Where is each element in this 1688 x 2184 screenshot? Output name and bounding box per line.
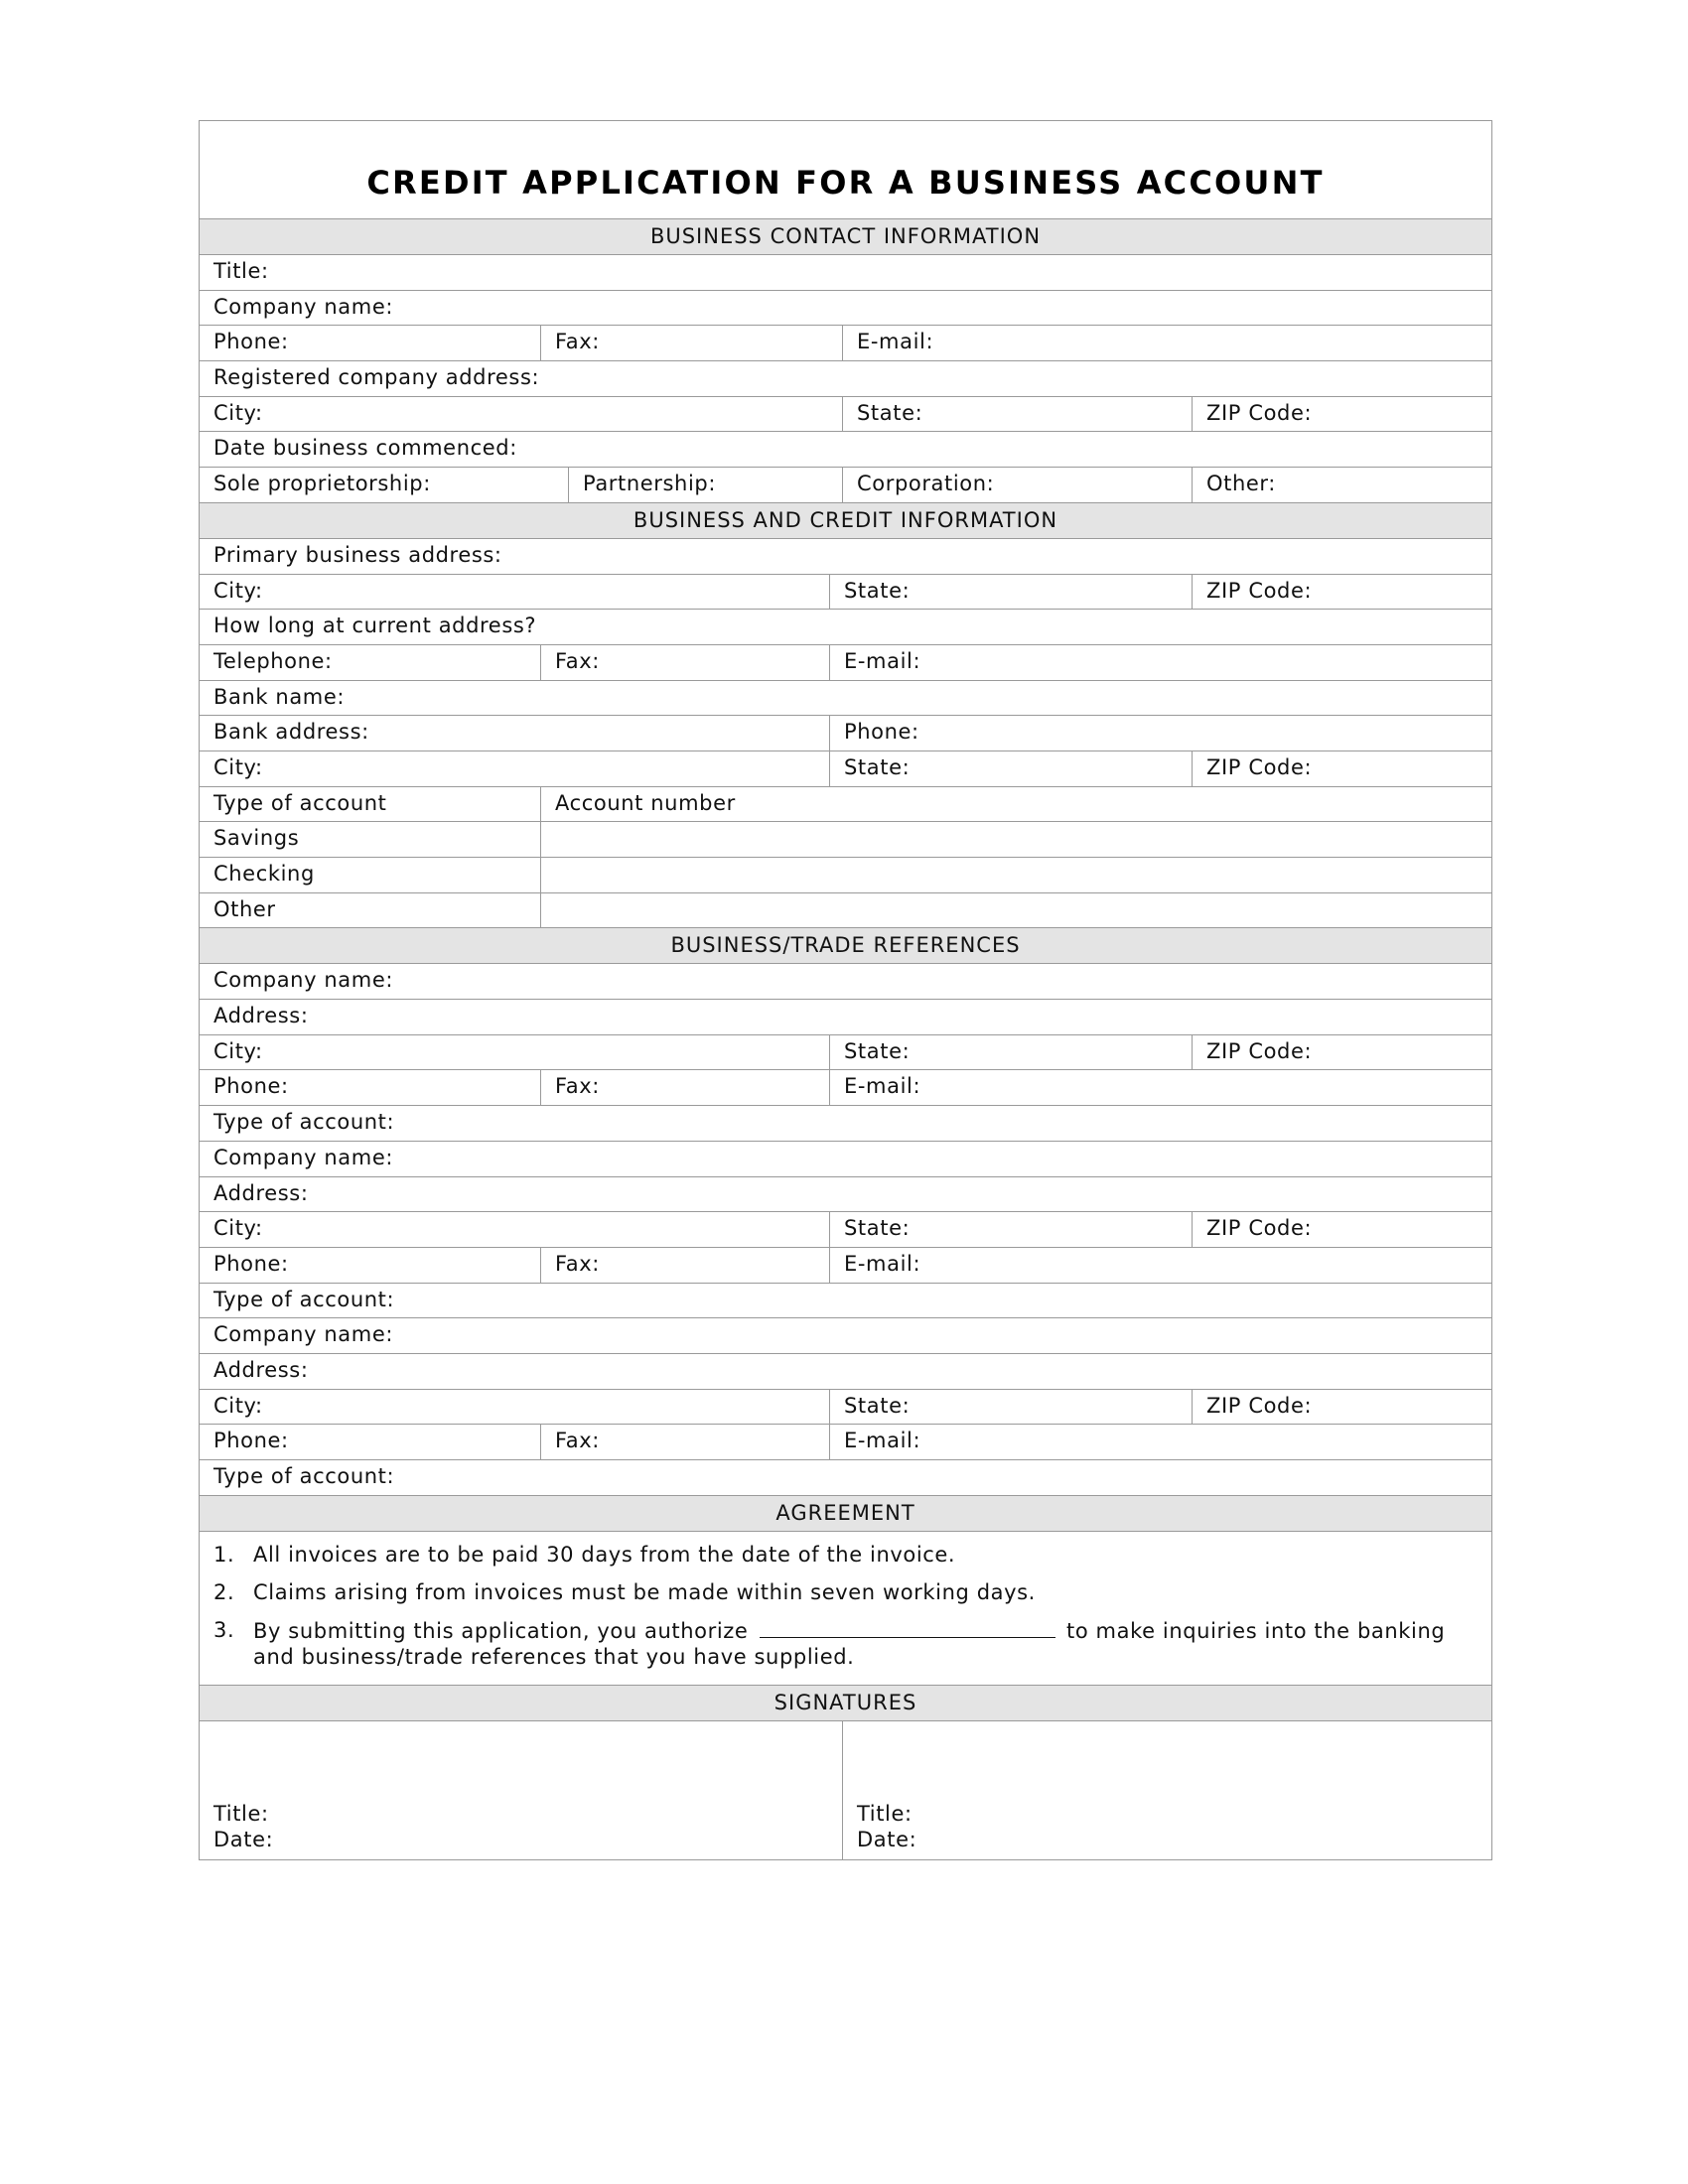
ref3-state-field[interactable]: State: <box>829 1390 1192 1425</box>
ref1-state-field[interactable]: State: <box>829 1035 1192 1070</box>
title-block <box>200 121 1491 218</box>
title-field[interactable]: Title: <box>213 259 269 283</box>
bank-phone-field[interactable]: Phone: <box>829 716 1491 751</box>
bank-state-field[interactable]: State: <box>829 751 1192 786</box>
signature-date-label: Date: <box>857 1827 917 1851</box>
ref3-phone-field[interactable]: Phone: <box>213 1429 289 1453</box>
other-entity-field[interactable]: Other: <box>1192 468 1491 502</box>
section-header-agreement: AGREEMENT <box>200 1495 1491 1531</box>
phone-field[interactable]: Phone: <box>213 330 289 354</box>
form-row <box>200 857 1491 892</box>
form-row <box>200 786 1491 822</box>
city-field[interactable]: City: <box>213 578 263 603</box>
form-row <box>200 1034 1491 1070</box>
ref2-state-field[interactable]: State: <box>829 1212 1192 1247</box>
form-row <box>200 1389 1491 1425</box>
bank-zip-field[interactable]: ZIP Code: <box>1192 751 1491 786</box>
ref3-email-field[interactable]: E-mail: <box>829 1425 1491 1459</box>
account-number-label: Account number <box>540 787 1491 822</box>
list-item <box>213 1617 1452 1670</box>
list-item <box>213 1542 1452 1568</box>
form-row <box>200 1317 1491 1353</box>
agreement-terms <box>200 1531 1491 1685</box>
sole-proprietorship-field[interactable]: Sole proprietorship: <box>213 472 431 496</box>
form-row <box>200 1283 1491 1318</box>
ref2-email-field[interactable]: E-mail: <box>829 1248 1491 1283</box>
form-row <box>200 715 1491 751</box>
form-row <box>200 1247 1491 1283</box>
item-text: All invoices are to be paid 30 days from the date of the invoice. <box>253 1542 956 1567</box>
form-row <box>200 431 1491 467</box>
form-row <box>200 963 1491 999</box>
other-account-label: Other <box>213 896 276 921</box>
form-row <box>200 290 1491 326</box>
ref3-fax-field[interactable]: Fax: <box>540 1425 829 1459</box>
bank-address-field[interactable]: Bank address: <box>213 720 369 745</box>
form-row <box>200 1353 1491 1389</box>
ref3-city-field[interactable]: City: <box>213 1393 263 1418</box>
ref2-zip-field[interactable]: ZIP Code: <box>1192 1212 1491 1247</box>
list-item <box>213 1579 1452 1605</box>
form-row <box>200 1211 1491 1247</box>
signature-row <box>200 1720 1491 1859</box>
item-text: Claims arising from invoices must be made within seven working days. <box>253 1579 1036 1604</box>
ref2-fax-field[interactable]: Fax: <box>540 1248 829 1283</box>
form-row <box>200 467 1491 502</box>
telephone-field[interactable]: Telephone: <box>213 648 333 673</box>
form-row <box>200 609 1491 644</box>
authorize-blank-field[interactable] <box>760 1617 1055 1638</box>
ref3-address-field[interactable]: Address: <box>213 1357 309 1382</box>
registered-address-field[interactable]: Registered company address: <box>213 365 540 390</box>
ref1-fax-field[interactable]: Fax: <box>540 1070 829 1105</box>
ref1-type-of-account-field[interactable]: Type of account: <box>213 1110 395 1135</box>
item-number: 2. <box>213 1579 235 1604</box>
ref1-company-name-field[interactable]: Company name: <box>213 968 394 993</box>
signature-date-label: Date: <box>213 1827 274 1851</box>
form-row <box>200 751 1491 786</box>
form-row <box>200 821 1491 857</box>
form-row <box>200 360 1491 396</box>
state-field[interactable]: State: <box>842 397 1192 432</box>
bank-name-field[interactable]: Bank name: <box>213 684 346 709</box>
state-field[interactable]: State: <box>829 575 1192 610</box>
signature-box-right[interactable] <box>842 1721 1491 1859</box>
signature-box-left[interactable] <box>200 1721 842 1859</box>
form-row <box>200 1459 1491 1495</box>
date-commenced-field[interactable]: Date business commenced: <box>213 436 517 461</box>
form-row <box>200 1105 1491 1141</box>
city-field[interactable]: City: <box>213 400 263 425</box>
bank-city-field[interactable]: City: <box>213 754 263 779</box>
ref2-phone-field[interactable]: Phone: <box>213 1251 289 1276</box>
signature-title-label: Title: <box>857 1801 913 1826</box>
section-header-credit: BUSINESS AND CREDIT INFORMATION <box>200 502 1491 538</box>
fax-field[interactable]: Fax: <box>540 326 842 360</box>
corporation-field[interactable]: Corporation: <box>842 468 1192 502</box>
document-title: CREDIT APPLICATION FOR A BUSINESS ACCOUNT <box>366 164 1325 202</box>
section-header-signatures: SIGNATURES <box>200 1685 1491 1720</box>
form-row <box>200 1176 1491 1212</box>
type-of-account-label: Type of account <box>213 790 387 815</box>
form-row <box>200 538 1491 574</box>
fax-field[interactable]: Fax: <box>540 645 829 680</box>
ref2-company-name-field[interactable]: Company name: <box>213 1145 394 1169</box>
section-header-references: BUSINESS/TRADE REFERENCES <box>200 927 1491 963</box>
checking-label: Checking <box>213 862 315 886</box>
item-number: 3. <box>213 1617 235 1642</box>
savings-account-number-field[interactable] <box>540 822 1491 857</box>
ref2-type-of-account-field[interactable]: Type of account: <box>213 1287 395 1311</box>
form-row <box>200 1141 1491 1176</box>
ref1-city-field[interactable]: City: <box>213 1038 263 1063</box>
email-field[interactable]: E-mail: <box>829 645 1491 680</box>
item-text <box>253 1617 1452 1670</box>
how-long-field[interactable]: How long at current address? <box>213 614 537 638</box>
credit-application-form <box>199 120 1492 1860</box>
email-field[interactable]: E-mail: <box>842 326 1491 360</box>
item-number: 1. <box>213 1542 235 1567</box>
section-header-contact: BUSINESS CONTACT INFORMATION <box>200 218 1491 254</box>
form-row <box>200 892 1491 928</box>
zip-field[interactable]: ZIP Code: <box>1192 397 1491 432</box>
item-text-before: By submitting this application, you authorize <box>253 1618 749 1643</box>
form-row <box>200 999 1491 1034</box>
other-account-number-field[interactable] <box>540 893 1491 928</box>
ref1-address-field[interactable]: Address: <box>213 1004 309 1028</box>
form-row <box>200 254 1491 290</box>
ref1-zip-field[interactable]: ZIP Code: <box>1192 1035 1491 1070</box>
form-row <box>200 680 1491 716</box>
ref2-address-field[interactable]: Address: <box>213 1180 309 1205</box>
checking-account-number-field[interactable] <box>540 858 1491 892</box>
ref3-company-name-field[interactable]: Company name: <box>213 1322 394 1347</box>
item-text-after: to make inquiries into the banking and business/trade references that you have supplied. <box>253 1618 1446 1669</box>
ref1-email-field[interactable]: E-mail: <box>829 1070 1491 1105</box>
ref2-city-field[interactable]: City: <box>213 1216 263 1241</box>
ref3-zip-field[interactable]: ZIP Code: <box>1192 1390 1491 1425</box>
partnership-field[interactable]: Partnership: <box>568 468 842 502</box>
zip-field[interactable]: ZIP Code: <box>1192 575 1491 610</box>
form-row <box>200 1424 1491 1459</box>
form-row <box>200 1069 1491 1105</box>
form-row <box>200 574 1491 610</box>
company-name-field[interactable]: Company name: <box>213 294 394 319</box>
form-row <box>200 396 1491 432</box>
ref3-type-of-account-field[interactable]: Type of account: <box>213 1464 395 1488</box>
savings-label: Savings <box>213 826 300 851</box>
form-row <box>200 644 1491 680</box>
primary-address-field[interactable]: Primary business address: <box>213 542 502 567</box>
form-row <box>200 325 1491 360</box>
ref1-phone-field[interactable]: Phone: <box>213 1074 289 1099</box>
signature-title-label: Title: <box>213 1801 269 1826</box>
